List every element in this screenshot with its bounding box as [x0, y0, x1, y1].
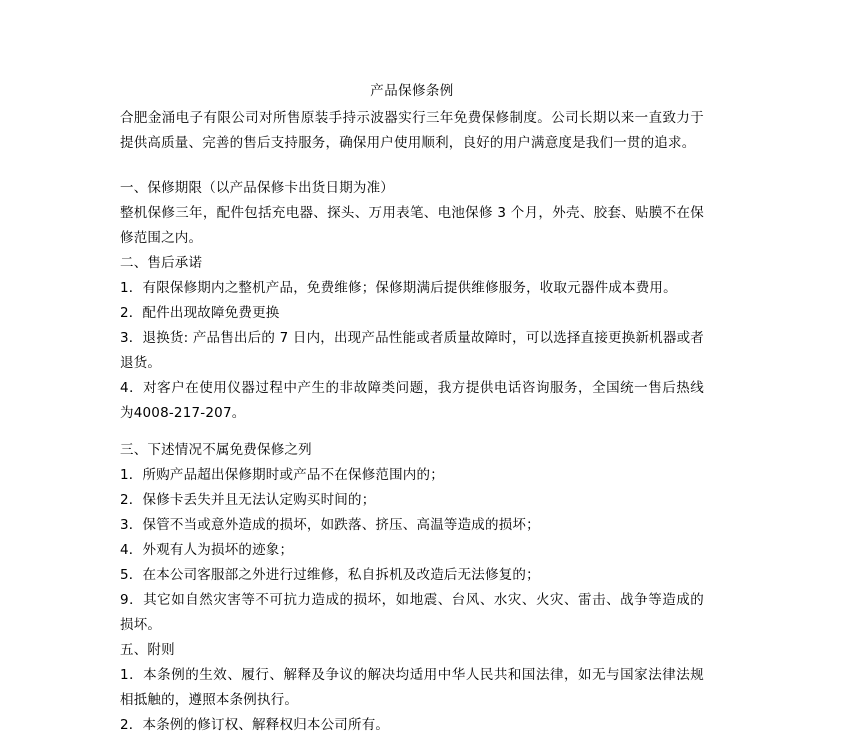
list-item: 9．其它如自然灾害等不可抗力造成的损坏，如地震、台风、水灾、火灾、雷击、战争等造成的损坏。: [120, 592, 704, 633]
list-item: 1．本条例的生效、履行、解释及争议的解决均适用中华人民共和国法律，如无与国家法律法规相抵触的，遵照本条例执行。: [120, 667, 704, 708]
section-heading: 三、下述情况不属免费保修之列: [120, 442, 312, 458]
spacer: [120, 426, 704, 438]
section-heading: 二、售后承诺: [120, 255, 203, 271]
list-item: 1．有限保修期内之整机产品，免费维修；保修期满后提供维修服务，收取元器件成本费用。: [120, 280, 677, 296]
list-item: 4．对客户在使用仪器过程中产生的非故障类问题，我方提供电话咨询服务，全国统一售后热线为4008-217-207。: [120, 380, 704, 421]
section-heading: 五、附则: [120, 642, 175, 658]
list-item: 5．在本公司客服部之外进行过维修，私自拆机及改造后无法修复的；: [120, 567, 540, 583]
list-item: 3．保管不当或意外造成的损坏，如跌落、挤压、高温等造成的损坏；: [120, 517, 540, 533]
section-warranty-period: [120, 176, 704, 251]
list-item: 2．保修卡丢失并且无法认定购买时间的；: [120, 492, 376, 508]
section-body-line: 整机保修三年，配件包括充电器、探头、万用表笔、电池保修 3 个月，外壳、胶套、贴膜不在保修范围之内。: [120, 205, 704, 246]
list-item: 1．所购产品超出保修期时或产品不在保修范围内的；: [120, 467, 444, 483]
list-item: 2．配件出现故障免费更换: [120, 305, 280, 321]
section-item-list: [120, 276, 704, 426]
section-after-sales-promise: [120, 251, 704, 426]
intro-paragraph: 合肥金涌电子有限公司对所售原装手持示波器实行三年免费保修制度。公司长期以来一直致力于提供高质量、完善的售后支持服务，确保用户使用顺利，良好的用户满意度是我们一贯的追求。: [120, 110, 704, 151]
list-item: 3．退换货: 产品售出后的 7 日内，出现产品性能或者质量故障时，可以选择直接更换新机器或者退货。: [120, 330, 704, 371]
section-heading: 一、保修期限（以产品保修卡出货日期为准）: [120, 180, 394, 196]
section-exclusions: [120, 438, 704, 638]
spacer: [120, 156, 704, 176]
list-item: 4．外观有人为损坏的迹象；: [120, 542, 294, 558]
section-item-list: [120, 663, 704, 738]
page-title: 产品保修条例: [370, 83, 454, 99]
section-supplementary: [120, 638, 704, 738]
section-item-list: [120, 463, 704, 638]
list-item: 2．本条例的修订权、解释权归本公司所有。: [120, 717, 390, 733]
